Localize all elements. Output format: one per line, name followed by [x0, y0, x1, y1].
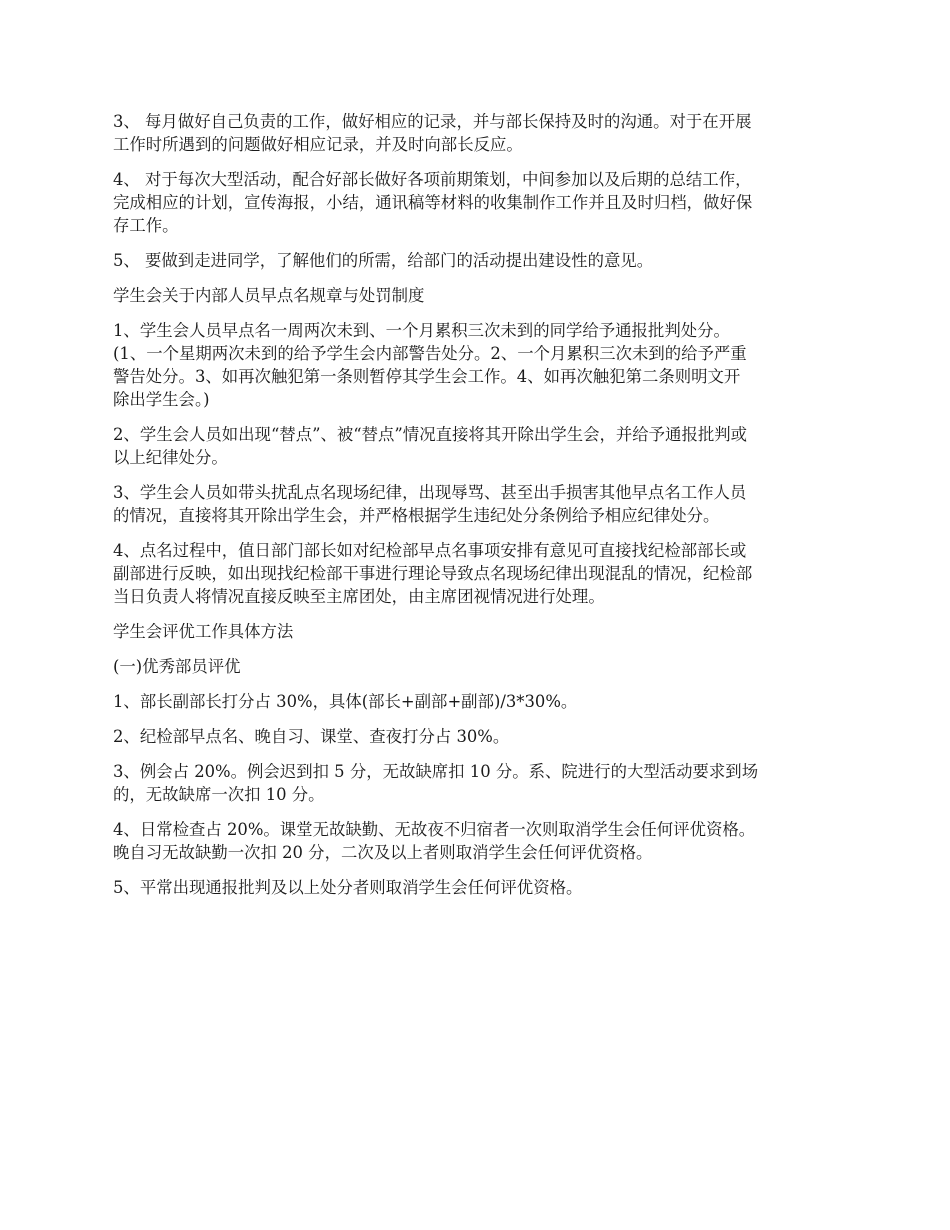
paragraph-rule-1	[113, 319, 841, 411]
text-line: 4、点名过程中，值日部门部长如对纪检部早点名事项安排有意见可直接找纪检部部长或	[113, 541, 747, 560]
text-line: 3、学生会人员如带头扰乱点名现场纪律，出现辱骂、甚至出手损害其他早点名工作人员	[113, 483, 747, 502]
paragraph-duty-4	[113, 168, 841, 237]
text-line: 2、学生会人员如出现“替点”、被“替点”情况直接将其开除出学生会，并给予通报批判或	[113, 425, 748, 444]
text-line: 存工作。	[113, 216, 179, 235]
paragraph-rule-3	[113, 481, 841, 527]
paragraph-eval-4	[113, 818, 841, 864]
text-line: 3、 每月做好自己负责的工作，做好相应的记录，并与部长保持及时的沟通。对于在开展	[113, 112, 752, 131]
text-line: 3、例会占 20%。例会迟到扣 5 分，无故缺席扣 10 分。系、院进行的大型活动要求到场	[113, 762, 759, 781]
text-line: 2、纪检部早点名、晚自习、课堂、查夜打分占 30%。	[113, 727, 510, 746]
paragraph-duty-3	[113, 110, 841, 156]
paragraph-eval-3	[113, 760, 841, 806]
text-line: 4、日常检查占 20%。课堂无故缺勤、无故夜不归宿者一次则取消学生会任何评优资格。	[113, 820, 756, 839]
paragraph-rule-2	[113, 423, 841, 469]
paragraph-eval-5	[113, 876, 841, 899]
subsection-heading-member-evaluation	[113, 655, 841, 678]
text-line: 学生会评优工作具体方法	[113, 622, 294, 641]
text-line: 的，无故缺席一次扣 10 分。	[113, 785, 325, 804]
text-line: 当日负责人将情况直接反映至主席团处，由主席团视情况进行处理。	[113, 587, 605, 606]
text-line: 以上纪律处分。	[113, 448, 228, 467]
text-line: (1、一个星期两次未到的给予学生会内部警告处分。2、一个月累积三次未到的给予严重	[113, 344, 747, 363]
text-line: 完成相应的计划，宣传海报，小结，通讯稿等材料的收集制作工作并且及时归档，做好保	[113, 193, 753, 212]
text-line: 1、部长副部长打分占 30%，具体(部长+副部+副部)/3*30%。	[113, 692, 578, 711]
paragraph-eval-1	[113, 690, 841, 713]
text-line: 5、 要做到走进同学，了解他们的所需，给部门的活动提出建设性的意见。	[113, 251, 654, 270]
section-heading-roll-call-rules	[113, 284, 841, 307]
text-line: 副部进行反映，如出现找纪检部干事进行理论导致点名现场纪律出现混乱的情况，纪检部	[113, 564, 753, 583]
text-line: 警告处分。3、如再次触犯第一条则暂停其学生会工作。4、如再次触犯第二条则明文开	[113, 367, 741, 386]
text-line: 晚自习无故缺勤一次扣 20 分，二次及以上者则取消学生会任何评优资格。	[113, 843, 653, 862]
paragraph-duty-5	[113, 249, 841, 272]
text-line: 5、平常出现通报批判及以上处分者则取消学生会任何评优资格。	[113, 878, 583, 897]
text-line: 工作时所遇到的问题做好相应记录，并及时向部长反应。	[113, 135, 523, 154]
document-body	[113, 110, 841, 911]
text-line: 学生会关于内部人员早点名规章与处罚制度	[113, 286, 425, 305]
text-line: 1、学生会人员早点名一周两次未到、一个月累积三次未到的同学给予通报批判处分。	[113, 321, 730, 340]
text-line: 的情况，直接将其开除出学生会，并严格根据学生违纪处分条例给予相应纪律处分。	[113, 506, 720, 525]
section-heading-evaluation-methods	[113, 620, 841, 643]
paragraph-eval-2	[113, 725, 841, 748]
text-line: (一)优秀部员评优	[113, 657, 241, 676]
text-line: 除出学生会。)	[113, 390, 210, 409]
text-line: 4、 对于每次大型活动，配合好部长做好各项前期策划，中间参加以及后期的总结工作，	[113, 170, 752, 189]
paragraph-rule-4	[113, 539, 841, 608]
